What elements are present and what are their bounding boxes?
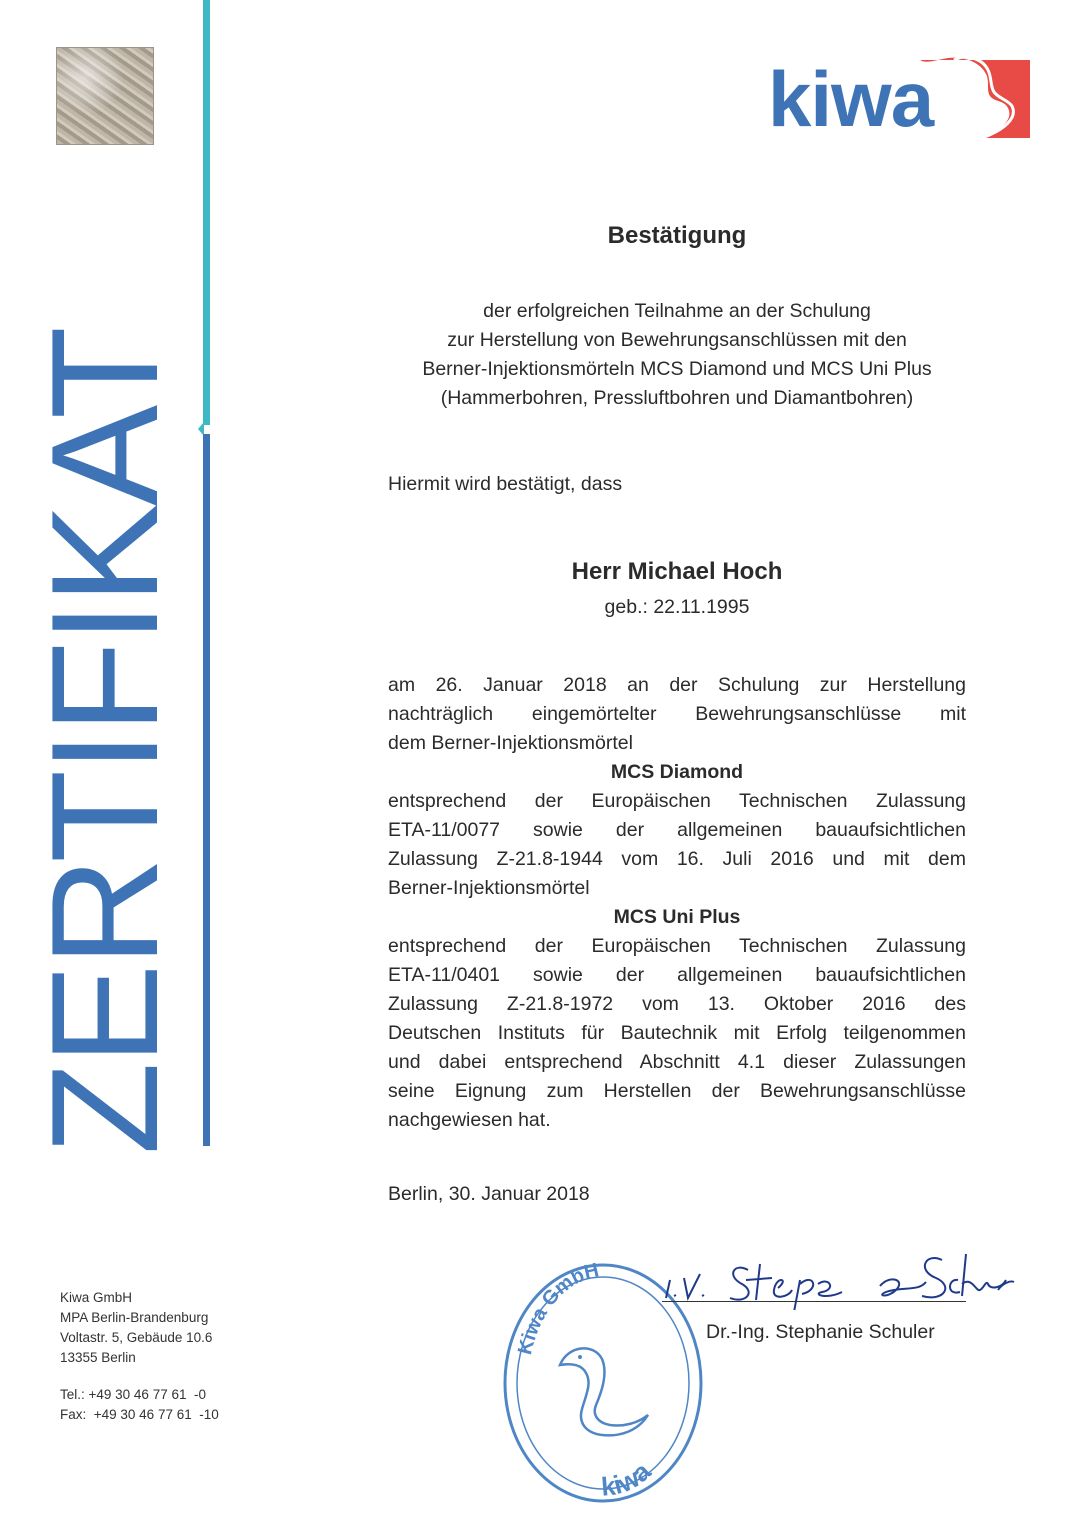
body-line: und dabei entsprechend Abschnitt 4.1 dieser Zulassungen (388, 1051, 966, 1073)
address-tel: Tel.: +49 30 46 77 61 -0 (60, 1387, 206, 1402)
address-division: MPA Berlin-Brandenburg (60, 1310, 209, 1325)
body-line: Berner-Injektionsmörtel (388, 877, 590, 899)
body-line: am 26. Januar 2018 an der Schulung zur Herstellung (388, 674, 966, 696)
address-city: 13355 Berlin (60, 1350, 136, 1365)
person-birthdate: geb.: 22.11.1995 (604, 596, 750, 618)
signer-name: Dr.-Ing. Stephanie Schuler (706, 1321, 935, 1343)
signature-line (662, 1301, 966, 1302)
address-company: Kiwa GmbH (60, 1290, 133, 1305)
body-line: nachträglich eingemörtelter Bewehrungsanschlüsse mit (388, 703, 966, 725)
product-name: MCS Diamond (610, 761, 744, 783)
body-line: ETA-11/0401 sowie der allgemeinen bauaufsichtlichen (388, 964, 966, 986)
intro-line: der erfolgreichen Teilnahme an der Schulung (483, 300, 871, 322)
intro-line: Berner-Injektionsmörteln MCS Diamond und MCS Uni Plus (422, 358, 932, 380)
body-line: entsprechend der Europäischen Technischen Zulassung (388, 935, 966, 957)
intro-line: (Hammerbohren, Pressluftbohren und Diamantbohren) (440, 387, 914, 409)
hologram-seal (56, 47, 154, 145)
address-street: Voltastr. 5, Gebäude 10.6 (60, 1330, 213, 1345)
person-name: Herr Michael Hoch (571, 558, 783, 585)
page-title: Bestätigung (607, 222, 747, 249)
intro-paragraph (388, 297, 966, 413)
zertifikat-banner: ZERTIFIKAT (20, 329, 190, 1155)
address-fax: Fax: +49 30 46 77 61 -10 (60, 1407, 219, 1422)
stamp-bottom-text: kiwa (600, 1455, 657, 1502)
certificate-body (388, 671, 966, 1135)
accent-bar-bottom (203, 434, 210, 1146)
body-line: entsprechend der Europäischen Technischen Zulassung (388, 790, 966, 812)
confirmation-text: Hiermit wird bestätigt, dass (388, 473, 623, 495)
accent-bar-top (203, 0, 210, 425)
product-name: MCS Uni Plus (613, 906, 741, 928)
body-line: dem Berner-Injektionsmörtel (388, 732, 633, 754)
kiwa-logo (768, 44, 1030, 144)
body-line: Deutschen Instituts für Bautechnik mit Erfolg teilgenommen (388, 1022, 966, 1044)
body-line: ETA-11/0077 sowie der allgemeinen bauaufsichtlichen (388, 819, 966, 841)
body-line: Zulassung Z-21.8-1972 vom 13. Oktober 2016 des (388, 993, 966, 1015)
body-line: nachgewiesen hat. (388, 1109, 551, 1131)
body-line: seine Eignung zum Herstellen der Bewehrungsanschlüsse (388, 1080, 966, 1102)
stamp-top-text: Kiwa GmbH (513, 1259, 601, 1357)
handwritten-signature (650, 1240, 1020, 1310)
logo-text: kiwa (768, 55, 934, 143)
company-address (60, 1288, 219, 1425)
body-line: Zulassung Z-21.8-1944 vom 16. Juli 2016 und mit dem (388, 848, 966, 870)
intro-line: zur Herstellung von Bewehrungsanschlüssen mit den (447, 329, 907, 351)
place-date: Berlin, 30. Januar 2018 (388, 1183, 590, 1205)
